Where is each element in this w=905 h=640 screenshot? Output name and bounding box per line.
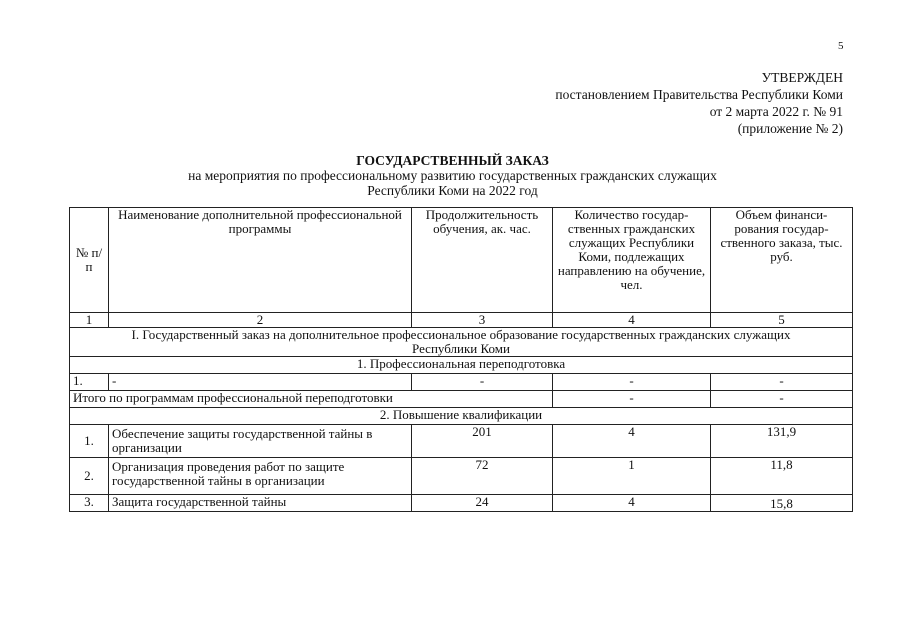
row-duration: 72 xyxy=(412,458,553,495)
approval-line-1: УТВЕРЖДЕН xyxy=(761,70,843,85)
row-funding: 11,8 xyxy=(711,458,853,495)
total-count: - xyxy=(553,391,711,408)
approval-line-3: от 2 марта 2022 г. № 91 xyxy=(709,104,843,119)
row-name: Защита государственной тайны xyxy=(109,495,412,512)
row-duration: 201 xyxy=(412,425,553,458)
row-name: Организация проведения работ по защите государственной тайны в организации xyxy=(109,458,412,495)
header-funding: Объем финанси-рования государ-ственного заказа, тыс. руб. xyxy=(711,208,853,313)
page-number: 5 xyxy=(838,40,844,52)
row-duration: - xyxy=(412,374,553,391)
total-label: Итого по программам профессиональной переподготовки xyxy=(70,391,553,408)
approval-line-4: (приложение № 2) xyxy=(737,121,843,136)
subsection-row xyxy=(70,408,853,425)
header-duration: Продолжительность обучения, ак. час. xyxy=(412,208,553,313)
row-count: 1 xyxy=(553,458,711,495)
approval-stamp xyxy=(555,69,843,137)
title-sub-2: Республики Коми на 2022 год xyxy=(367,183,538,198)
subsection-row xyxy=(70,357,853,374)
row-num: 3. xyxy=(70,495,109,512)
row-num: 2. xyxy=(70,458,109,495)
column-number: 3 xyxy=(412,313,553,328)
table-row xyxy=(70,374,853,391)
row-count: 4 xyxy=(553,425,711,458)
row-duration: 24 xyxy=(412,495,553,512)
subsection-title: 1. Профессиональная переподготовка xyxy=(70,357,853,374)
column-number: 2 xyxy=(109,313,412,328)
row-funding: 15,8 xyxy=(711,495,853,512)
row-count: - xyxy=(553,374,711,391)
table-row xyxy=(70,495,853,512)
column-number: 1 xyxy=(70,313,109,328)
table-row xyxy=(70,425,853,458)
state-order-table xyxy=(69,207,853,512)
row-num: 1. xyxy=(70,374,109,391)
row-funding: - xyxy=(711,374,853,391)
subsection-title: 2. Повышение квалификации xyxy=(70,408,853,425)
approval-line-2: постановлением Правительства Республики Коми xyxy=(555,87,843,102)
column-number-row xyxy=(70,313,853,328)
header-count: Количество государ-ственных гражданских служащих Республики Коми, подлежащих направлению на обучение, чел. xyxy=(553,208,711,313)
row-name: - xyxy=(109,374,412,391)
total-row xyxy=(70,391,853,408)
header-program: Наименование дополнительной профессиональной программы xyxy=(109,208,412,313)
column-number: 5 xyxy=(711,313,853,328)
header-num: № п/п xyxy=(70,208,109,313)
row-count: 4 xyxy=(553,495,711,512)
table-row xyxy=(70,458,853,495)
column-number: 4 xyxy=(553,313,711,328)
row-num: 1. xyxy=(70,425,109,458)
title-sub-1: на мероприятия по профессиональному развитию государственных гражданских служащих xyxy=(188,168,717,183)
document-title xyxy=(0,153,905,198)
total-funding: - xyxy=(711,391,853,408)
section-title: I. Государственный заказ на дополнительное профессиональное образование государственных гражданских служащих Республики Коми xyxy=(70,328,853,357)
header-row xyxy=(70,208,853,313)
row-funding: 131,9 xyxy=(711,425,853,458)
section-row xyxy=(70,328,853,357)
row-name: Обеспечение защиты государственной тайны в организации xyxy=(109,425,412,458)
title-main: ГОСУДАРСТВЕННЫЙ ЗАКАЗ xyxy=(356,153,549,168)
